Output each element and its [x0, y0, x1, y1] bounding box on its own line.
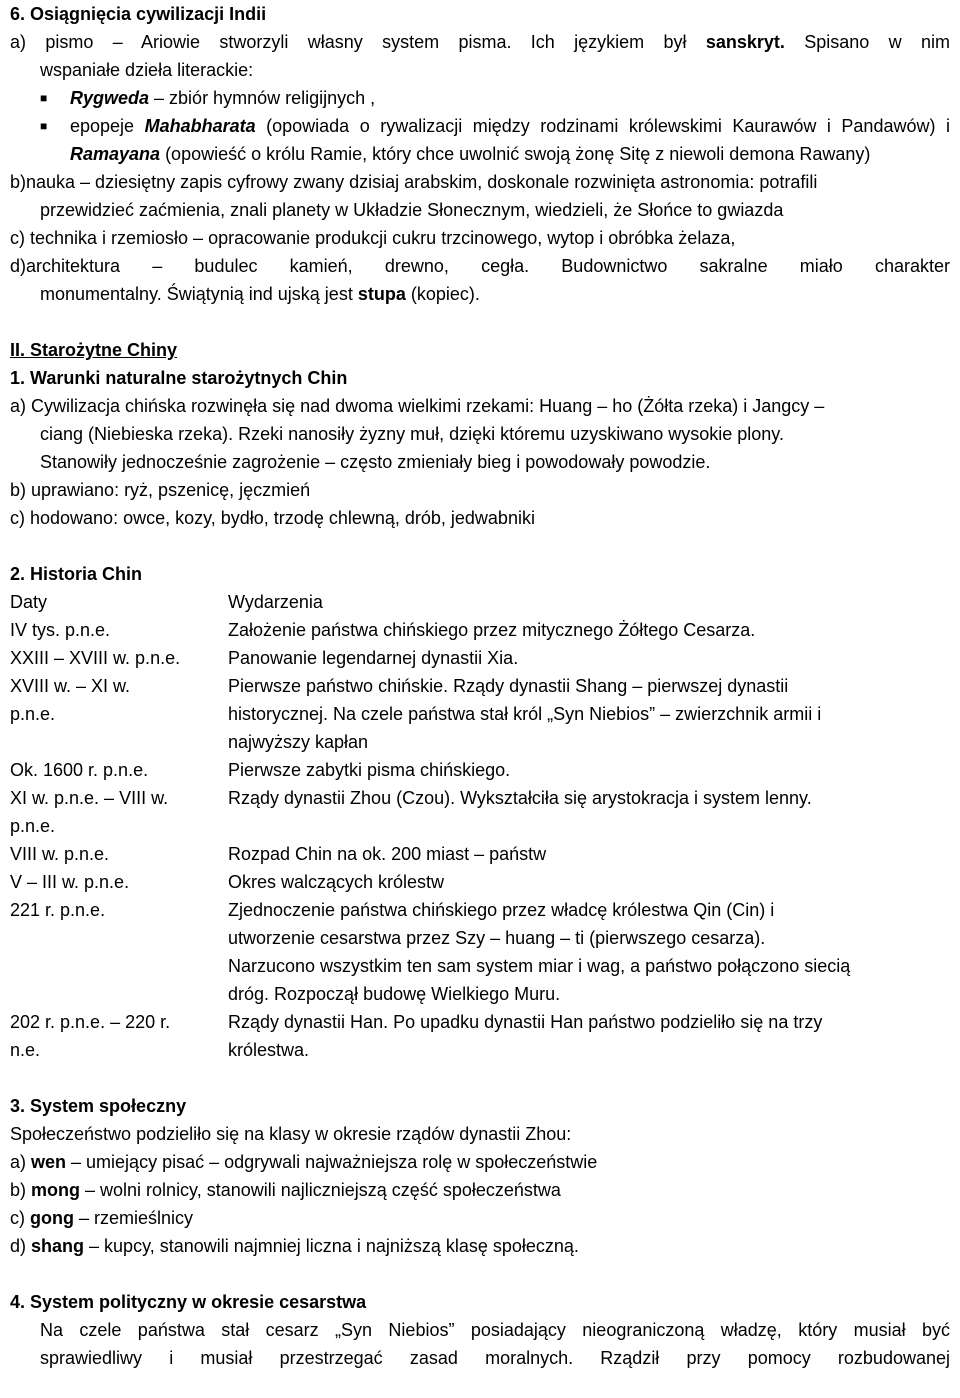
- event-line: Narzucono wszystkim ten sam system miar i wag, a państwo połączono siecią: [228, 956, 851, 976]
- table-cell-event: [228, 868, 945, 896]
- event-line: najwyższy kapłan: [228, 732, 369, 752]
- bullet-text: [70, 112, 950, 168]
- class-pre: c): [10, 1208, 30, 1228]
- table-row: [10, 784, 945, 840]
- section4-heading: 4. System polityczny w okresie cesarstwa: [10, 1292, 367, 1312]
- section6-c-line: c) technika i rzemiosło – opracowanie produkcji cukru trzcinowego, wytop i obróbka żelaza,: [10, 228, 736, 248]
- table-row: [10, 644, 945, 672]
- table-cell-date: [10, 644, 228, 672]
- date-line: VIII w. p.n.e.: [10, 844, 110, 864]
- date-line: 221 r. p.n.e.: [10, 900, 106, 920]
- event-line: Panowanie legendarnej dynastii Xia.: [228, 648, 519, 668]
- mahabharata-term: Mahabharata: [144, 116, 256, 136]
- table-cell-event: [228, 840, 945, 868]
- s3-intro: Społeczeństwo podzieliło się na klasy w okresie rządów dynastii Zhou:: [10, 1124, 572, 1144]
- table-cell-date: [10, 896, 228, 1008]
- date-line: Ok. 1600 r. p.n.e.: [10, 760, 149, 780]
- class-pre: a): [10, 1152, 32, 1172]
- event-line: królestwa.: [228, 1040, 310, 1060]
- event-line: Rządy dynastii Zhou (Czou). Wykształciła się arystokracja i system lenny.: [228, 788, 812, 808]
- table-row: [10, 1008, 945, 1064]
- s4-line1: Na czele państwa stał cesarz „Syn Niebios” posiadający nieograniczoną władzę, który musiał być: [40, 1320, 950, 1340]
- rygweda-term: Rygweda: [70, 88, 150, 108]
- s1-c-line: c) hodowano: owce, kozy, bydło, trzodę chlewną, drób, jedwabniki: [10, 508, 535, 528]
- table-row: [10, 616, 945, 644]
- event-line: utworzenie cesarstwa przez Szy – huang – ti (pierwszego cesarza).: [228, 928, 766, 948]
- section3-heading: 3. System społeczny: [10, 1096, 187, 1116]
- a-bold: sanskryt.: [705, 32, 785, 52]
- class-pre: b): [10, 1180, 32, 1200]
- event-line: Pierwsze zabytki pisma chińskiego.: [228, 760, 511, 780]
- event-line: Rozpad Chin na ok. 200 miast – państw: [228, 844, 547, 864]
- section6-d-line2: [10, 280, 950, 308]
- table-cell-event: [228, 616, 945, 644]
- date-line: p.n.e.: [10, 816, 56, 836]
- class-rest: – kupcy, stanowili najmniej liczna i najniższą klasę społeczną.: [84, 1236, 579, 1256]
- date-line: XVIII w. – XI w.: [10, 676, 131, 696]
- date-line: XXIII – XVIII w. p.n.e.: [10, 648, 181, 668]
- event-line: Okres walczących królestw: [228, 872, 445, 892]
- s1-a-line2: ciang (Niebieska rzeka). Rzeki nanosiły żyzny muł, dzięki któremu uzyskiwano wysokie plony.: [40, 424, 784, 444]
- square-bullet-icon: ■: [40, 91, 48, 105]
- table-cell-date: [10, 672, 228, 756]
- table-row: [10, 672, 945, 756]
- date-line: p.n.e.: [10, 704, 56, 724]
- section6-b-line1: b)nauka – dziesiętny zapis cyfrowy zwany dzisiaj arabskim, doskonale rozwinięta astronomia: potrafili: [10, 172, 818, 192]
- class-rest: – umiejący pisać – odgrywali najważniejsza rolę w społeczeństwie: [66, 1152, 598, 1172]
- s1-a-line3: Stanowiły jednocześnie zagrożenie – często zmieniały bieg i powodowały powodzie.: [40, 452, 711, 472]
- event-line: Zjednoczenie państwa chińskiego przez władcę królestwa Qin (Cin) i: [228, 900, 775, 920]
- table-cell-date: [10, 840, 228, 868]
- date-line: XI w. p.n.e. – VIII w.: [10, 788, 169, 808]
- event-line: dróg. Rozpoczął budowę Wielkiego Muru.: [228, 984, 561, 1004]
- list-item: [10, 1148, 950, 1176]
- table-cell-date: [10, 756, 228, 784]
- list-item: [10, 1176, 950, 1204]
- class-bold: gong: [30, 1208, 74, 1228]
- date-line: IV tys. p.n.e.: [10, 620, 111, 640]
- class-rest: – rzemieślnicy: [73, 1208, 194, 1228]
- part2-heading: II. Starożytne Chiny: [10, 340, 178, 360]
- date-line: 202 r. p.n.e. – 220 r.: [10, 1012, 171, 1032]
- table-header-row: [10, 588, 945, 616]
- section6-d-line1: d)architektura – budulec kamień, drewno, cegła. Budownictwo sakralne miało charakter: [10, 256, 950, 276]
- section2-heading: 2. Historia Chin: [10, 564, 143, 584]
- d-pre: monumentalny. Świątynią ind ujską jest: [40, 284, 358, 304]
- ramayana-term: Ramayana: [70, 144, 161, 164]
- class-pre: d): [10, 1236, 32, 1256]
- table-cell-date: [10, 1008, 228, 1064]
- date-line: V – III w. p.n.e.: [10, 872, 130, 892]
- table-header-events: Wydarzenia: [228, 592, 323, 612]
- event-line: Założenie państwa chińskiego przez mitycznego Żółtego Cesarza.: [228, 620, 756, 640]
- class-bold: shang: [31, 1236, 85, 1256]
- s4-line2: sprawiedliwy i musiał przestrzegać zasad moralnych. Rządził przy pomocy rozbudowanej: [40, 1348, 950, 1368]
- event-line: Rządy dynastii Han. Po upadku dynastii Han państwo podzieliło się na trzy: [228, 1012, 823, 1032]
- table-row: [10, 756, 945, 784]
- section6-b-line2: przewidzieć zaćmienia, znali planety w Układzie Słonecznym, wiedzieli, że Słońce to gwiazda: [40, 200, 784, 220]
- table-header-dates: Daty: [10, 592, 48, 612]
- social-classes-list: [10, 1148, 950, 1260]
- class-rest: – wolni rolnicy, stanowili najliczniejszą część społeczeństwa: [80, 1180, 561, 1200]
- table-cell-date: [10, 868, 228, 896]
- table-cell-event: [228, 644, 945, 672]
- d-post: (kopiec).: [405, 284, 480, 304]
- table-cell-event: [228, 784, 945, 840]
- a-prefix: a) pismo – Ariowie stworzyli własny system pisma. Ich językiem był: [10, 32, 706, 52]
- bullet-item: [10, 84, 950, 112]
- table-cell-date: [10, 616, 228, 644]
- section6-a-line2: wspaniałe dzieła literackie:: [40, 60, 254, 80]
- square-bullet-icon: ■: [40, 119, 48, 133]
- stupa-term: stupa: [357, 284, 406, 304]
- history-table: [10, 588, 945, 1064]
- ramayana-desc: (opowieść o królu Ramie, który chce uwolnić swoją żonę Sitę z niewoli demona Rawany): [160, 144, 871, 164]
- table-cell-date: [10, 784, 228, 840]
- section1-heading: 1. Warunki naturalne starożytnych Chin: [10, 368, 348, 388]
- table-row: [10, 896, 945, 1008]
- class-bold: mong: [31, 1180, 81, 1200]
- rygweda-desc: – zbiór hymnów religijnych ,: [149, 88, 376, 108]
- table-cell-event: [228, 1008, 945, 1064]
- table-cell-event: [228, 756, 945, 784]
- table-row: [10, 868, 945, 896]
- epopeje-pre: epopeje: [70, 116, 145, 136]
- section6-a-line1: [10, 28, 950, 56]
- class-bold: wen: [31, 1152, 67, 1172]
- a-suffix: Spisano w nim: [784, 32, 950, 52]
- event-line: historycznej. Na czele państwa stał król „Syn Niebios” – zwierzchnik armii i: [228, 704, 822, 724]
- table-cell-event: [228, 896, 945, 1008]
- s1-b-line: b) uprawiano: ryż, pszenicę, jęczmień: [10, 480, 311, 500]
- list-item: [10, 1204, 950, 1232]
- list-item: [10, 1232, 950, 1260]
- event-line: Pierwsze państwo chińskie. Rządy dynastii Shang – pierwszej dynastii: [228, 676, 789, 696]
- section6-heading: 6. Osiągnięcia cywilizacji Indii: [10, 4, 267, 24]
- bullet-text: [70, 84, 950, 112]
- table-cell-event: [228, 672, 945, 756]
- mahabharata-desc: (opowiada o rywalizacji między rodzinami królewskimi Kaurawów i Pandawów) i: [255, 116, 950, 136]
- s1-a-line1: a) Cywilizacja chińska rozwinęła się nad dwoma wielkimi rzekami: Huang – ho (Żółta rzeka) i Jangcy –: [10, 396, 825, 416]
- date-line: n.e.: [10, 1040, 41, 1060]
- table-row: [10, 840, 945, 868]
- bullet-item: [10, 112, 950, 168]
